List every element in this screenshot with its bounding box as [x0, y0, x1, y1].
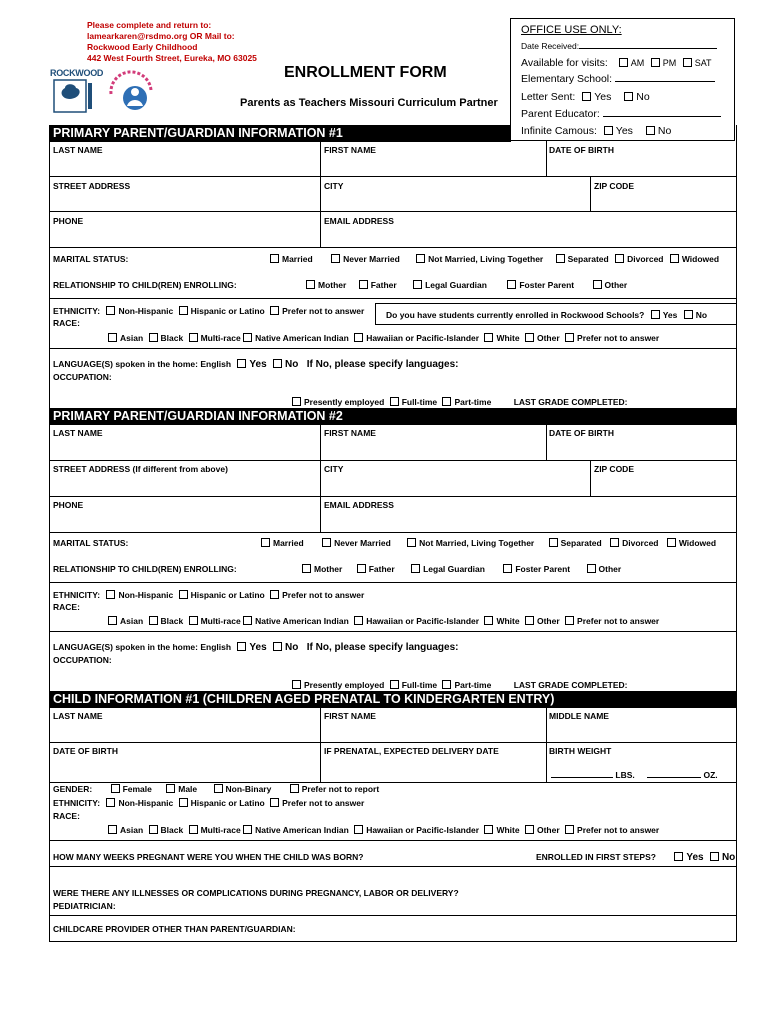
p2-white-checkbox[interactable] — [484, 616, 493, 625]
p2-fulltime-label: Full-time — [401, 680, 438, 690]
p1-native-label: Native American Indian — [255, 333, 349, 343]
rockwood-no-label: No — [695, 310, 708, 320]
p1-relationship-options — [306, 280, 627, 290]
p2-native-label: Native American Indian — [255, 616, 349, 626]
divider — [49, 247, 737, 248]
p2-separated-checkbox[interactable] — [549, 538, 558, 547]
c1-female-label: Female — [122, 784, 152, 794]
p1-non-hispanic-label: Non-Hispanic — [118, 306, 174, 316]
p2-white-label: White — [496, 616, 520, 626]
p1-married-label: Married — [282, 254, 313, 264]
ic-yes-label: Yes — [615, 125, 633, 137]
available-label: Available for visits: — [521, 57, 608, 69]
c1-gender-row — [53, 784, 379, 794]
p1-hispanic-checkbox[interactable] — [179, 306, 188, 315]
p2-race-options — [108, 616, 659, 626]
p2-native-checkbox[interactable] — [243, 616, 252, 625]
p1-hawaiian-label: Hawaiian or Pacific-Islander — [366, 333, 480, 343]
c1-first-steps-yes-label: Yes — [686, 852, 704, 863]
p2-phone-label: PHONE — [53, 500, 84, 510]
c1-asian-checkbox[interactable] — [108, 825, 117, 834]
divider — [546, 141, 547, 176]
office-use-title: OFFICE USE ONLY: — [521, 24, 622, 36]
c1-middle-name-label: MIDDLE NAME — [549, 711, 609, 721]
c1-native-checkbox[interactable] — [243, 825, 252, 834]
p1-separated-label: Separated — [567, 254, 609, 264]
p2-relationship-label: RELATIONSHIP TO CHILD(REN) ENROLLING: — [53, 564, 237, 574]
p1-widowed-checkbox[interactable] — [670, 254, 679, 263]
parent-educator-field[interactable] — [603, 116, 721, 117]
divider — [49, 348, 737, 349]
c1-native-label: Native American Indian — [255, 825, 349, 835]
p1-race-other-label: Other — [536, 333, 560, 343]
p2-multi-label: Multi-race — [200, 616, 241, 626]
p1-asian-label: Asian — [120, 333, 144, 343]
p1-employed-checkbox[interactable] — [292, 397, 301, 406]
divider — [49, 176, 737, 177]
rockwood-yes-checkbox[interactable] — [651, 310, 660, 319]
c1-nonbinary-label: Non-Binary — [225, 784, 272, 794]
divider — [49, 496, 737, 497]
divider — [49, 915, 737, 916]
p2-race-prefer-checkbox[interactable] — [565, 616, 574, 625]
p2-parttime-label: Part-time — [454, 680, 492, 690]
p1-hawaiian-checkbox[interactable] — [354, 333, 363, 342]
p1-employed-label: Presently employed — [304, 397, 385, 407]
sat-checkbox[interactable] — [683, 58, 692, 67]
c1-birth-weight-label: BIRTH WEIGHT — [549, 746, 612, 756]
elem-school-field[interactable] — [615, 81, 715, 82]
c1-last-name-label: LAST NAME — [53, 711, 103, 721]
divider — [590, 460, 591, 496]
letter-sent-row — [521, 91, 650, 103]
elem-school-label: Elementary School: — [521, 73, 613, 85]
letter-yes-checkbox[interactable] — [582, 92, 591, 101]
p2-widowed-checkbox[interactable] — [667, 538, 676, 547]
ic-yes-checkbox[interactable] — [604, 126, 613, 135]
p2-separated-label: Separated — [560, 538, 602, 548]
p2-marital-options — [261, 538, 716, 548]
divider — [320, 425, 321, 532]
c1-non-hispanic-checkbox[interactable] — [106, 798, 115, 807]
p2-foster-checkbox[interactable] — [503, 564, 512, 573]
date-received-field[interactable] — [579, 48, 717, 49]
divider — [320, 141, 321, 248]
c1-lbs-field[interactable] — [551, 777, 613, 778]
p1-relationship-label: RELATIONSHIP TO CHILD(REN) ENROLLING: — [53, 280, 237, 290]
p1-parttime-checkbox[interactable] — [442, 397, 451, 406]
c1-ethnicity-row — [53, 798, 364, 808]
c1-first-steps-label: ENROLLED IN FIRST STEPS? — [536, 852, 656, 862]
p1-languages-row — [53, 359, 458, 370]
letter-yes-label: Yes — [594, 91, 612, 103]
p1-multi-checkbox[interactable] — [189, 333, 198, 342]
c1-illnesses-label: WERE THERE ANY ILLNESSES OR COMPLICATIONS DURING PREGNANCY, LABOR OR DELIVERY? — [53, 888, 459, 898]
divider — [546, 425, 547, 460]
p1-fulltime-checkbox[interactable] — [390, 397, 399, 406]
p1-other-checkbox[interactable] — [593, 280, 602, 289]
c1-first-name-label: FIRST NAME — [324, 711, 376, 721]
p1-zip-label: ZIP CODE — [594, 181, 634, 191]
office-use-box — [510, 18, 735, 141]
form-bottom-border — [49, 941, 737, 942]
pm-checkbox[interactable] — [651, 58, 660, 67]
p1-divorced-label: Divorced — [627, 254, 664, 264]
p2-guardian-label: Legal Guardian — [423, 564, 485, 574]
p1-marital-label: MARITAL STATUS: — [53, 254, 129, 264]
p2-divorced-checkbox[interactable] — [610, 538, 619, 547]
p2-ethnicity-label: ETHNICITY: — [53, 590, 101, 600]
infinite-campus-row — [521, 125, 671, 137]
p1-mother-label: Mother — [318, 280, 347, 290]
p1-ethnicity-label: ETHNICITY: — [53, 306, 101, 316]
p1-parttime-label: Part-time — [454, 397, 492, 407]
p1-email-label: EMAIL ADDRESS — [324, 216, 394, 226]
p2-dob-label: DATE OF BIRTH — [549, 428, 615, 438]
p1-last-grade-label: LAST GRADE COMPLETED: — [513, 397, 628, 407]
parent-educator-row — [521, 108, 721, 120]
date-received — [521, 41, 717, 51]
p1-english-yes-label: Yes — [249, 359, 267, 370]
return-email: lamearkaren@rsdmo.org OR Mail to: — [87, 31, 235, 41]
pm-label: PM — [662, 58, 677, 68]
c1-gender-label: GENDER: — [53, 784, 93, 794]
p1-eth-prefer-label: Prefer not to answer — [282, 306, 365, 316]
p2-not-married-label: Not Married, Living Together — [419, 538, 535, 548]
p2-mother-label: Mother — [314, 564, 343, 574]
p1-languages-label: LANGUAGE(S) spoken in the home: English — [53, 359, 232, 369]
p2-hispanic-label: Hispanic or Latino — [190, 590, 265, 600]
letter-no-checkbox[interactable] — [624, 92, 633, 101]
ic-no-label: No — [657, 125, 672, 137]
p2-relationship-options — [302, 564, 621, 574]
p1-english-yes-checkbox[interactable] — [237, 359, 246, 368]
p1-white-checkbox[interactable] — [484, 333, 493, 342]
p1-english-no-checkbox[interactable] — [273, 359, 282, 368]
c1-lbs-label: LBS. — [615, 770, 635, 780]
divider — [590, 176, 591, 211]
p1-street-label: STREET ADDRESS — [53, 181, 131, 191]
rockwood-logo-text: ROCKWOOD — [50, 68, 104, 78]
p1-multi-label: Multi-race — [200, 333, 241, 343]
p2-employed-label: Presently employed — [304, 680, 385, 690]
p2-last-name-label: LAST NAME — [53, 428, 103, 438]
p2-race-label: RACE: — [53, 602, 80, 612]
p1-race-prefer-checkbox[interactable] — [565, 333, 574, 342]
p2-english-no-label: No — [285, 642, 299, 653]
p2-street-label: STREET ADDRESS (If different from above) — [53, 464, 228, 474]
p1-father-checkbox[interactable] — [359, 280, 368, 289]
rockwood-question-row — [386, 310, 707, 320]
c1-eth-prefer-label: Prefer not to answer — [282, 798, 365, 808]
p1-black-label: Black — [160, 333, 184, 343]
c1-first-steps-row — [536, 852, 735, 863]
p1-father-label: Father — [370, 280, 397, 290]
c1-hispanic-checkbox[interactable] — [179, 798, 188, 807]
return-line-3: Rockwood Early Childhood — [87, 42, 198, 52]
divider — [49, 532, 737, 533]
p1-first-name-label: FIRST NAME — [324, 145, 376, 155]
p2-widowed-label: Widowed — [678, 538, 717, 548]
c1-race-options — [108, 825, 659, 835]
divider — [49, 582, 737, 583]
sat-label: SAT — [694, 58, 712, 68]
divider — [320, 708, 321, 782]
parents-as-teachers-logo — [105, 70, 157, 114]
p1-widowed-label: Widowed — [681, 254, 720, 264]
c1-asian-label: Asian — [120, 825, 144, 835]
p2-fulltime-checkbox[interactable] — [390, 680, 399, 689]
p2-ethnicity-row — [53, 590, 364, 600]
p2-black-label: Black — [160, 616, 184, 626]
divider — [546, 708, 547, 782]
p1-mother-checkbox[interactable] — [306, 280, 315, 289]
p2-race-prefer-label: Prefer not to answer — [577, 616, 660, 626]
letter-no-label: No — [636, 91, 650, 103]
p2-foster-label: Foster Parent — [515, 564, 571, 574]
letter-sent-label: Letter Sent: — [521, 91, 576, 103]
p2-zip-label: ZIP CODE — [594, 464, 634, 474]
p2-occupation-label: OCCUPATION: — [53, 655, 112, 665]
am-label: AM — [630, 58, 645, 68]
p2-hawaiian-label: Hawaiian or Pacific-Islander — [366, 616, 480, 626]
c1-multi-checkbox[interactable] — [189, 825, 198, 834]
p2-hawaiian-checkbox[interactable] — [354, 616, 363, 625]
c1-oz-label: OZ. — [703, 770, 718, 780]
p2-divorced-label: Divorced — [622, 538, 659, 548]
p1-foster-label: Foster Parent — [519, 280, 575, 290]
p1-if-no-label: If No, please specify languages: — [306, 359, 459, 370]
p2-race-other-label: Other — [536, 616, 560, 626]
p1-asian-checkbox[interactable] — [108, 333, 117, 342]
p1-separated-checkbox[interactable] — [556, 254, 565, 263]
p1-race-prefer-label: Prefer not to answer — [577, 333, 660, 343]
p1-other-label: Other — [604, 280, 628, 290]
p2-eth-prefer-label: Prefer not to answer — [282, 590, 365, 600]
p2-languages-row — [53, 642, 458, 653]
p1-race-other-checkbox[interactable] — [525, 333, 534, 342]
p2-city-label: CITY — [324, 464, 344, 474]
ic-no-checkbox[interactable] — [646, 126, 655, 135]
p2-multi-checkbox[interactable] — [189, 616, 198, 625]
p2-non-hispanic-checkbox[interactable] — [106, 590, 115, 599]
rockwood-yes-label: Yes — [662, 310, 678, 320]
p2-english-yes-label: Yes — [249, 642, 267, 653]
p1-black-checkbox[interactable] — [149, 333, 158, 342]
section3-header: CHILD INFORMATION #1 (CHILDREN AGED PRENATAL TO KINDERGARTEN ENTRY) — [49, 691, 737, 708]
p2-first-name-label: FIRST NAME — [324, 428, 376, 438]
section1-header: PRIMARY PARENT/GUARDIAN INFORMATION #1 — [49, 125, 511, 142]
c1-weeks-pregnant-label: HOW MANY WEEKS PREGNANT WERE YOU WHEN THE CHILD WAS BORN? — [53, 852, 364, 862]
rockwood-logo — [50, 68, 104, 114]
divider — [49, 742, 737, 743]
divider — [49, 631, 737, 632]
c1-weight-row — [551, 770, 718, 780]
p1-marital-options — [270, 254, 719, 264]
p2-languages-label: LANGUAGE(S) spoken in the home: English — [53, 642, 232, 652]
c1-hawaiian-label: Hawaiian or Pacific-Islander — [366, 825, 480, 835]
p2-race-other-checkbox[interactable] — [525, 616, 534, 625]
p2-other-label: Other — [598, 564, 622, 574]
p2-email-label: EMAIL ADDRESS — [324, 500, 394, 510]
p2-last-grade-label: LAST GRADE COMPLETED: — [513, 680, 628, 690]
p1-ethnicity-row — [53, 306, 364, 316]
rockwood-no-checkbox[interactable] — [684, 310, 693, 319]
p1-eth-prefer-checkbox[interactable] — [270, 306, 279, 315]
c1-male-label: Male — [178, 784, 198, 794]
return-address: 442 West Fourth Street, Eureka, MO 63025 — [87, 53, 257, 63]
return-instructions — [87, 20, 257, 64]
c1-eth-prefer-checkbox[interactable] — [270, 798, 279, 807]
p1-never-married-checkbox[interactable] — [331, 254, 340, 263]
p2-marital-label: MARITAL STATUS: — [53, 538, 129, 548]
p1-never-married-label: Never Married — [343, 254, 400, 264]
p1-hispanic-label: Hispanic or Latino — [190, 306, 265, 316]
date-received-label: Date Received: — [521, 41, 580, 51]
p2-asian-checkbox[interactable] — [108, 616, 117, 625]
p1-occupation-label: OCCUPATION: — [53, 372, 112, 382]
p2-employed-checkbox[interactable] — [292, 680, 301, 689]
rockwood-question-box — [375, 303, 737, 325]
c1-non-hispanic-label: Non-Hispanic — [118, 798, 174, 808]
p1-last-name-label: LAST NAME — [53, 145, 103, 155]
p2-hispanic-checkbox[interactable] — [179, 590, 188, 599]
c1-race-label: RACE: — [53, 811, 80, 821]
p2-eth-prefer-checkbox[interactable] — [270, 590, 279, 599]
c1-first-steps-no-checkbox[interactable] — [710, 852, 719, 861]
p1-employment-row — [292, 397, 628, 407]
divider — [49, 211, 737, 212]
p2-employment-row — [292, 680, 628, 690]
p1-english-no-label: No — [285, 359, 299, 370]
p1-guardian-checkbox[interactable] — [413, 280, 422, 289]
p1-dob-label: DATE OF BIRTH — [549, 145, 615, 155]
p1-city-label: CITY — [324, 181, 344, 191]
c1-race-prefer-checkbox[interactable] — [565, 825, 574, 834]
p1-non-hispanic-checkbox[interactable] — [106, 306, 115, 315]
p1-native-checkbox[interactable] — [243, 333, 252, 342]
p2-if-no-label: If No, please specify languages: — [306, 642, 459, 653]
p1-not-married-label: Not Married, Living Together — [428, 254, 544, 264]
c1-race-other-label: Other — [536, 825, 560, 835]
c1-female-checkbox[interactable] — [111, 784, 120, 793]
p2-english-yes-checkbox[interactable] — [237, 642, 246, 651]
p1-white-label: White — [496, 333, 520, 343]
divider — [49, 460, 737, 461]
c1-multi-label: Multi-race — [200, 825, 241, 835]
c1-black-label: Black — [160, 825, 184, 835]
c1-race-other-checkbox[interactable] — [525, 825, 534, 834]
p1-divorced-checkbox[interactable] — [615, 254, 624, 263]
c1-pediatrician-label: PEDIATRICIAN: — [53, 901, 116, 911]
c1-nonbinary-checkbox[interactable] — [214, 784, 223, 793]
p1-guardian-label: Legal Guardian — [425, 280, 487, 290]
p1-married-checkbox[interactable] — [270, 254, 279, 263]
available-visits-row — [521, 57, 712, 69]
p2-married-label: Married — [273, 538, 304, 548]
section2-header: PRIMARY PARENT/GUARDIAN INFORMATION #2 — [49, 408, 737, 425]
c1-prenatal-label: IF PRENATAL, EXPECTED DELIVERY DATE — [324, 746, 499, 756]
elementary-school-row — [521, 73, 715, 85]
p1-phone-label: PHONE — [53, 216, 84, 226]
p2-other-checkbox[interactable] — [587, 564, 596, 573]
infinite-campus-label: Infinite Camous: — [521, 125, 597, 137]
c1-hispanic-label: Hispanic or Latino — [190, 798, 265, 808]
p2-father-label: Father — [368, 564, 395, 574]
form-title: ENROLLMENT FORM — [284, 64, 447, 81]
divider — [49, 782, 737, 783]
c1-childcare-label: CHILDCARE PROVIDER OTHER THAN PARENT/GUARDIAN: — [53, 924, 296, 934]
p1-race-options — [108, 333, 659, 343]
c1-ethnicity-label: ETHNICITY: — [53, 798, 101, 808]
c1-black-checkbox[interactable] — [149, 825, 158, 834]
p1-fulltime-label: Full-time — [401, 397, 438, 407]
divider — [49, 840, 737, 841]
p2-black-checkbox[interactable] — [149, 616, 158, 625]
p1-not-married-checkbox[interactable] — [416, 254, 425, 263]
rockwood-question: Do you have students currently enrolled in Rockwood Schools? — [386, 310, 645, 320]
p2-mother-checkbox[interactable] — [302, 564, 311, 573]
p2-not-married-checkbox[interactable] — [407, 538, 416, 547]
p2-never-married-checkbox[interactable] — [322, 538, 331, 547]
p2-guardian-checkbox[interactable] — [411, 564, 420, 573]
form-subtitle: Parents as Teachers Missouri Curriculum Partner — [240, 97, 498, 109]
c1-dob-label: DATE OF BIRTH — [53, 746, 119, 756]
c1-first-steps-yes-checkbox[interactable] — [674, 852, 683, 861]
c1-prefer-report-label: Prefer not to report — [301, 784, 380, 794]
p1-foster-checkbox[interactable] — [507, 280, 516, 289]
c1-male-checkbox[interactable] — [166, 784, 175, 793]
am-checkbox[interactable] — [619, 58, 628, 67]
c1-first-steps-no-label: No — [721, 852, 736, 863]
p2-non-hispanic-label: Non-Hispanic — [118, 590, 174, 600]
c1-oz-field[interactable] — [647, 777, 701, 778]
c1-white-label: White — [496, 825, 520, 835]
p2-parttime-checkbox[interactable] — [442, 680, 451, 689]
p2-married-checkbox[interactable] — [261, 538, 270, 547]
divider — [49, 298, 737, 299]
p2-english-no-checkbox[interactable] — [273, 642, 282, 651]
p2-never-married-label: Never Married — [334, 538, 391, 548]
c1-race-prefer-label: Prefer not to answer — [577, 825, 660, 835]
c1-white-checkbox[interactable] — [484, 825, 493, 834]
divider — [49, 866, 737, 867]
p2-father-checkbox[interactable] — [357, 564, 366, 573]
return-line-1: Please complete and return to: — [87, 20, 212, 30]
c1-prefer-report-checkbox[interactable] — [290, 784, 299, 793]
p1-race-label: RACE: — [53, 318, 80, 328]
parent-educator-label: Parent Educator: — [521, 108, 600, 120]
c1-hawaiian-checkbox[interactable] — [354, 825, 363, 834]
p2-asian-label: Asian — [120, 616, 144, 626]
